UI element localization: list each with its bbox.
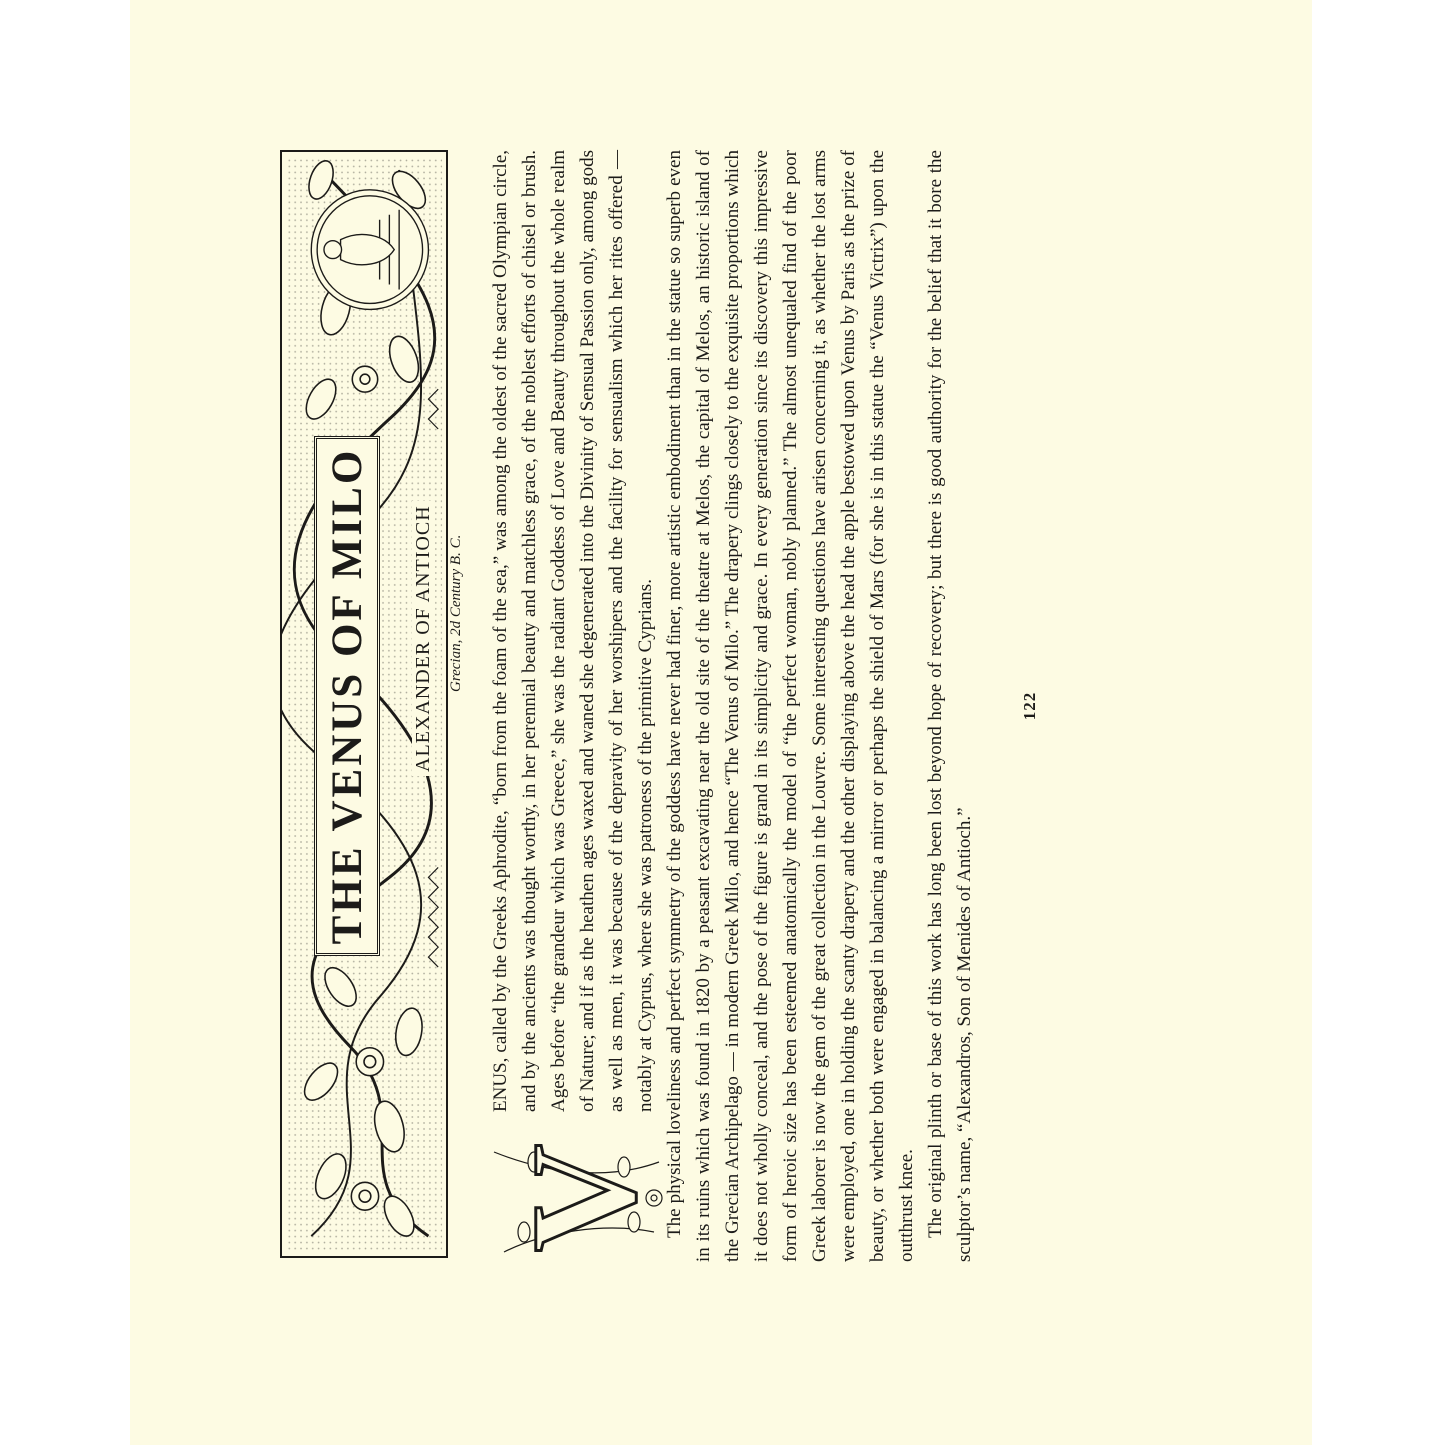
article-body bbox=[486, 150, 979, 1262]
paragraph-2: The physical loveliness and perfect symmetry of the goddess have never had finer, more artistic embodiment than in the statue so superb even in its ruins which was found in 1820 by a peasant excavating near the old site of the theatre at Melos, the capital of Melos, an historic island of the Grecian Archipelago — in modern Greek Milo, and hence “The Venus of Milo.” The drapery clings closely to the exquisite proportions which it does not wholly conceal, and the pose of the figure is grand in its simplicity and grace. In every generation since its discovery this impressive form of heroic size has been esteemed anatomically the model of “the perfect woman, nobly planned.” The almost unequaled find of the poor Greek laborer is now the gem of the great collection in the Louvre. Some interesting questions have arisen concerning it, as whether the lost arms were employed, one in holding the scanty drapery and the other displaying above the head the apple bestowed upon Venus by Paris as the prize of beauty, or whether both were engaged in balancing a mirror or perhaps the shield of Mars (for she is in this statue the “Venus Victrix”) upon the outthrust knee. bbox=[664, 150, 917, 1262]
paragraph-3: The original plinth or base of this work has long been lost beyond hope of recovery; but there is good authority for the belief that it bore the sculptor’s name, “Alexandros, Son of Menides of Antioch.” bbox=[925, 150, 975, 1262]
artist-name: ALEXANDER OF ANTIOCH bbox=[412, 501, 435, 776]
page-title: THE VENUS OF MILO bbox=[323, 447, 371, 945]
period-caption: Grecian, 2d Century B. C. bbox=[448, 534, 464, 692]
rotated-page-content bbox=[280, 140, 1070, 1262]
paragraph-1-text: called by the Greeks Aphrodite, “born from the foam of the sea,” was among the oldest of the sacred Olympian circle, and by the ancients was thought worthy, in her perennial beauty and matchless grace, of the noblest efforts of chisel or brush. Ages before “the grandeur which was Greece,” she was the radiant Goddess of Love and Beauty throughout the whole realm of Nature; and if as the heathen ages waxed and waned she degenerated into the Divinity of Sensual Passion only, among gods as well as men, it was because of the depravity of her worshipers and the facility for sensualism which her rites offered — notably at Cyprus, where she was patroness of the primitive Cyprians. bbox=[490, 150, 656, 1112]
page-number: 122 bbox=[1020, 691, 1039, 721]
ornamental-header-banner bbox=[280, 150, 448, 1258]
initial-letter: V bbox=[501, 1143, 667, 1253]
title-frame bbox=[314, 436, 380, 956]
initial-spacer bbox=[486, 1112, 660, 1262]
first-word-rest: ENUS, bbox=[490, 1057, 511, 1112]
paragraph-1 bbox=[486, 150, 660, 1262]
